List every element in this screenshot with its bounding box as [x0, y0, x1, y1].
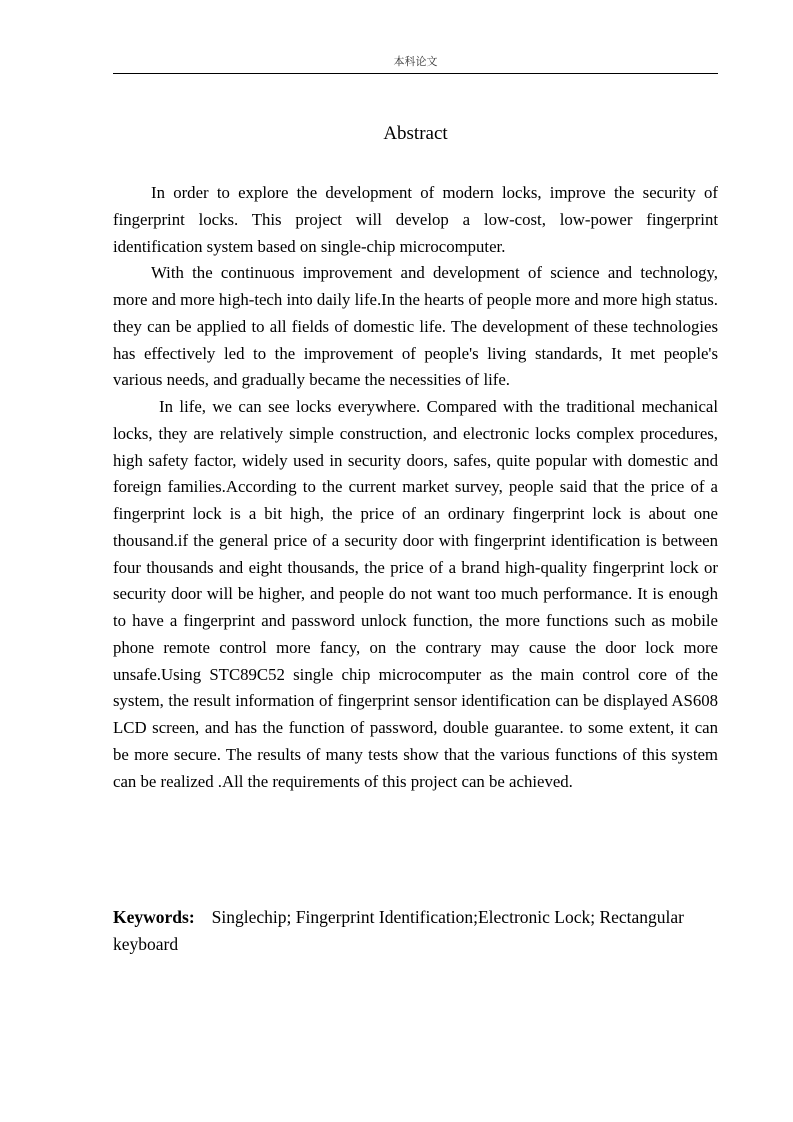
- abstract-paragraph-1: In order to explore the development of modern locks, improve the security of fingerprint locks. This project will develop a low-cost, low-power fingerprint identification system based on single-chip microcomputer.: [113, 183, 718, 256]
- keywords-value: Singlechip; Fingerprint Identification;Electronic Lock; Rectangular keyboard: [113, 907, 685, 954]
- abstract-title: Abstract: [383, 123, 448, 144]
- running-header: 本科论文: [393, 55, 438, 68]
- abstract-body: [113, 180, 718, 795]
- keywords-label: Keywords:: [113, 907, 195, 927]
- abstract-paragraph-2: With the continuous improvement and development of science and technology, more and more high-tech into daily life.In the hearts of people more and more high status. they can be applied to all fields of domestic life. The development of these technologies has effectively led to the improvement of people's living standards, It met people's various needs, and gradually became the necessities of life.: [113, 263, 718, 390]
- abstract-paragraph-3: In life, we can see locks everywhere. Compared with the traditional mechanical locks, they are relatively simple construction, and electronic locks complex procedures, high safety factor, widely used in security doors, safes, quite popular with domestic and foreign families.According to the current market survey, people said that the price of a fingerprint lock is a bit high, the price of an ordinary fingerprint lock is about one thousand.if the general price of a security door with fingerprint identification is between four thousands and eight thousands, the price of a brand high-quality fingerprint lock or security door will be higher, and people do not want too much performance. It is enough to have a fingerprint and password unlock function, the more functions such as mobile phone remote control more fancy, on the contrary may cause the door lock more unsafe.Using STC89C52 single chip microcomputer as the main control core of the system, the result information of fingerprint sensor identification can be displayed AS608 LCD screen, and has the function of password, double guarantee. to some extent, it can be more secure. The results of many tests show that the various functions of this system can be realized .All the requirements of this project can be achieved.: [113, 397, 718, 791]
- header-rule: [113, 73, 718, 74]
- keywords-block: [113, 904, 718, 958]
